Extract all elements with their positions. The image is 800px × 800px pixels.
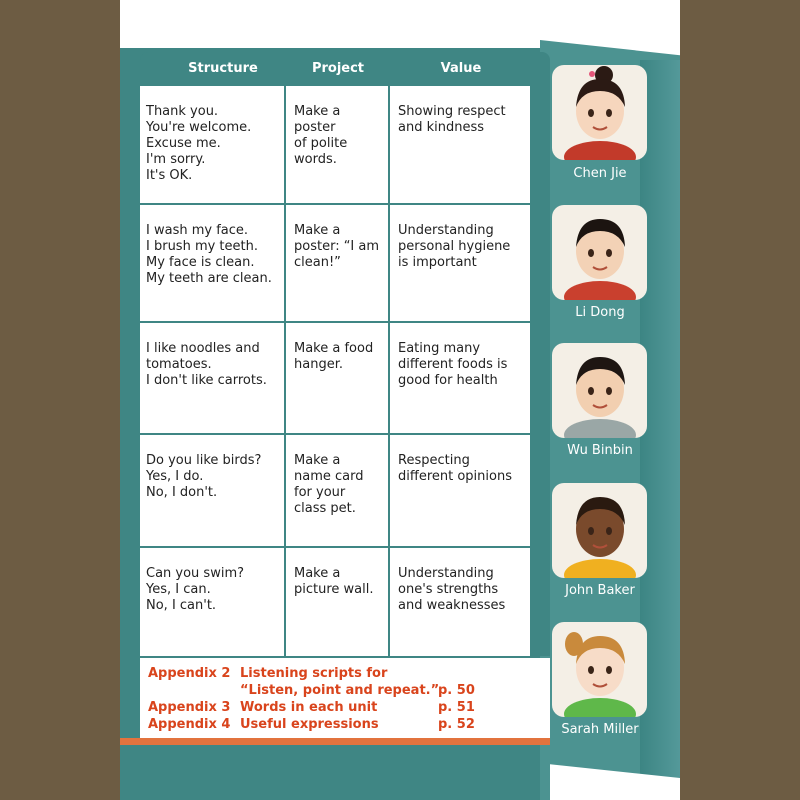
value-cell — [390, 86, 530, 203]
cell-line: personal hygiene — [398, 239, 511, 254]
cell-line: Make a — [294, 223, 341, 238]
cell-line: My face is clean. — [146, 255, 255, 270]
character-name: John Baker — [565, 583, 635, 598]
structure-cell — [140, 435, 284, 546]
cell-line: hanger. — [294, 357, 343, 372]
character-portrait — [552, 483, 647, 578]
cell-line: different opinions — [398, 469, 512, 484]
appendix-title: Words in each unit — [240, 700, 378, 715]
character-name: Wu Binbin — [567, 443, 633, 458]
project-cell — [286, 435, 388, 546]
project-cell — [286, 205, 388, 321]
cell-line: Do you like birds? — [146, 453, 262, 468]
value-cell — [390, 548, 530, 656]
cell-line: of polite — [294, 136, 348, 151]
appendix-label: Appendix 3 — [148, 700, 231, 715]
character-name: Sarah Miller — [561, 722, 639, 737]
value-cell — [390, 205, 530, 321]
character-name: Li Dong — [575, 305, 625, 320]
cell-line: My teeth are clean. — [146, 271, 272, 286]
cell-line: good for health — [398, 373, 498, 388]
cell-line: No, I don't. — [146, 485, 218, 500]
cell-line: different foods is — [398, 357, 508, 372]
cell-line: words. — [294, 152, 337, 167]
structure-cell — [140, 323, 284, 433]
cell-line: class pet. — [294, 501, 356, 516]
cell-line: for your — [294, 485, 346, 500]
header-value: Value — [440, 60, 482, 76]
cell-line: poster: “I am — [294, 239, 380, 254]
cell-line: Make a — [294, 104, 341, 119]
cell-line: I wash my face. — [146, 223, 249, 238]
cell-line: one's strengths — [398, 582, 499, 597]
cell-line: I brush my teeth. — [146, 239, 258, 254]
cell-line: Make a — [294, 566, 341, 581]
appendix-page: p. 50 — [438, 683, 475, 698]
cell-line: Make a food — [294, 341, 374, 356]
cell-line: Showing respect — [398, 104, 506, 119]
project-cell — [286, 323, 388, 433]
cell-line: name card — [294, 469, 364, 484]
cell-line: It's OK. — [146, 168, 193, 183]
appendix-label: Appendix 4 — [148, 717, 231, 732]
child-face-icon — [552, 205, 647, 300]
cell-line: Thank you. — [146, 104, 219, 119]
character-portrait — [552, 343, 647, 438]
cell-line: Can you swim? — [146, 566, 245, 581]
cell-line: Make a — [294, 453, 341, 468]
cell-line: and kindness — [398, 120, 485, 135]
project-cell — [286, 86, 388, 203]
cell-line: No, I can't. — [146, 598, 217, 613]
cell-line: Eating many — [398, 341, 481, 356]
structure-cell — [140, 205, 284, 321]
cell-line: Excuse me. — [146, 136, 221, 151]
cell-line: Understanding — [398, 223, 494, 238]
appendix-title: “Listen, point and repeat.” — [240, 683, 440, 698]
appendix-label: Appendix 2 — [148, 666, 231, 681]
child-face-icon — [552, 343, 647, 438]
child-face-icon — [552, 65, 647, 160]
cell-line: picture wall. — [294, 582, 374, 597]
cell-line: I like noodles and — [146, 341, 260, 356]
cell-line: and weaknesses — [398, 598, 506, 613]
project-cell — [286, 548, 388, 656]
child-face-icon — [552, 622, 647, 717]
cell-line: Yes, I can. — [146, 582, 211, 597]
appendix-title: Useful expressions — [240, 717, 379, 732]
structure-cell — [140, 86, 284, 203]
character-portrait — [552, 205, 647, 300]
cell-line: Yes, I do. — [146, 469, 204, 484]
cell-line: You're welcome. — [146, 120, 252, 135]
value-cell — [390, 435, 530, 546]
textbook-page — [120, 0, 680, 800]
character-portrait — [552, 622, 647, 717]
accent-bar — [120, 738, 550, 745]
structure-cell — [140, 548, 284, 656]
appendix-page: p. 51 — [438, 700, 475, 715]
value-cell — [390, 323, 530, 433]
cell-line: tomatoes. — [146, 357, 212, 372]
header-structure: Structure — [188, 60, 258, 76]
cell-line: is important — [398, 255, 477, 270]
appendix-section — [140, 658, 550, 738]
character-name: Chen Jie — [573, 166, 627, 181]
header-project: Project — [311, 60, 365, 76]
cell-line: I don't like carrots. — [146, 373, 267, 388]
cell-line: Respecting — [398, 453, 470, 468]
child-face-icon — [552, 483, 647, 578]
cell-line: poster — [294, 120, 336, 135]
appendix-title: Listening scripts for — [240, 666, 388, 681]
appendix-page: p. 52 — [438, 717, 475, 732]
cell-line: I'm sorry. — [146, 152, 206, 167]
cell-line: clean!” — [294, 255, 341, 270]
cell-line: Understanding — [398, 566, 494, 581]
character-portrait — [552, 65, 647, 160]
